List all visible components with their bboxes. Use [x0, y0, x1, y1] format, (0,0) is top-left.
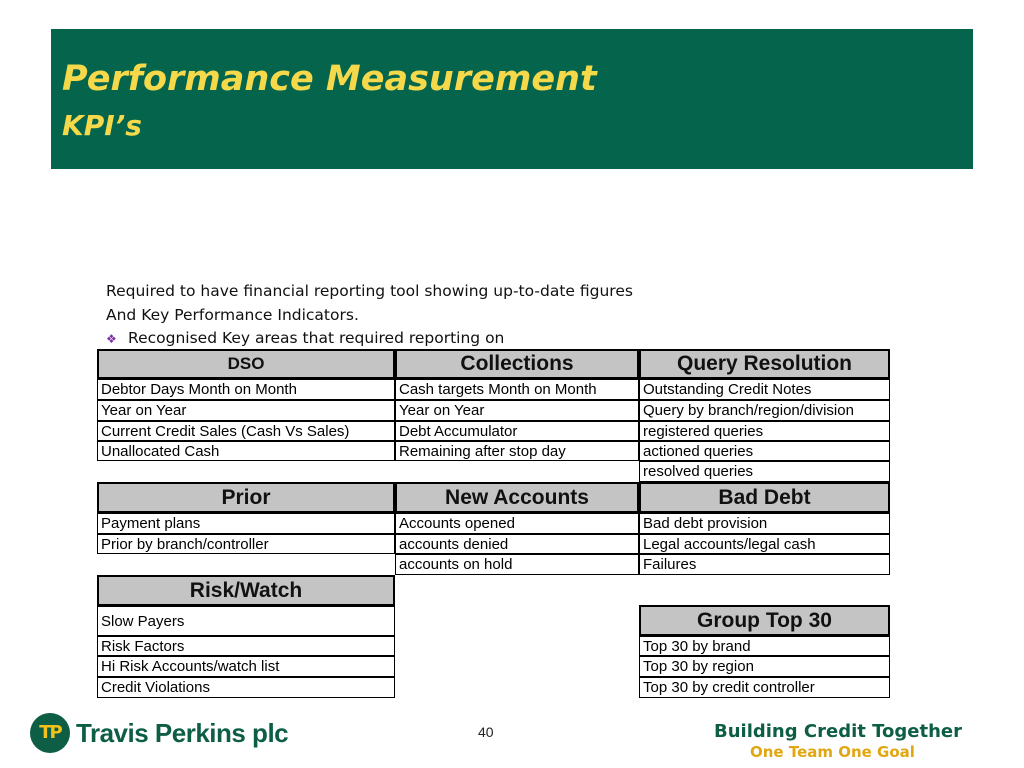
title-banner	[51, 29, 973, 169]
group-top-30-header: Group Top 30	[639, 605, 890, 636]
risk-watch-header: Risk/Watch	[97, 575, 395, 606]
dso-item: Unallocated Cash	[97, 441, 395, 461]
risk-watch-item: Hi Risk Accounts/watch list	[97, 656, 395, 677]
query-resolution-header: Query Resolution	[639, 349, 890, 379]
new-accounts-header: New Accounts	[395, 482, 639, 513]
collections-header: Collections	[395, 349, 639, 379]
intro-line-1: Required to have financial reporting tool showing up-to-date figures	[106, 282, 633, 300]
query-resolution-item: Query by branch/region/division	[639, 400, 890, 421]
bad-debt-item: Legal accounts/legal cash	[639, 534, 890, 554]
intro-bullet-text: Recognised Key areas that required reporting on	[128, 329, 505, 347]
intro-line-2: And Key Performance Indicators.	[106, 305, 359, 324]
query-resolution-item: resolved queries	[639, 461, 890, 482]
collections-item: Year on Year	[395, 400, 639, 421]
intro-bullet	[106, 328, 633, 352]
tagline-primary: Building Credit Together	[714, 721, 962, 742]
bad-debt-item: Failures	[639, 554, 890, 575]
tp-badge-icon: TP	[30, 713, 70, 753]
new-accounts-item: accounts on hold	[395, 554, 639, 575]
group-top-30-item: Top 30 by brand	[639, 636, 890, 656]
dso-item: Current Credit Sales (Cash Vs Sales)	[97, 421, 395, 441]
risk-watch-item: Slow Payers	[97, 606, 395, 636]
intro-text	[106, 281, 633, 352]
collections-item: Remaining after stop day	[395, 441, 639, 461]
logo-text: Travis Perkins plc	[76, 718, 289, 748]
prior-item: Payment plans	[97, 513, 395, 534]
dso-header: DSO	[97, 349, 395, 379]
bad-debt-header: Bad Debt	[639, 482, 890, 513]
group-top-30-item: Top 30 by credit controller	[639, 677, 890, 698]
prior-header: Prior	[97, 482, 395, 513]
prior-item: Prior by branch/controller	[97, 534, 395, 554]
dso-item: Debtor Days Month on Month	[97, 379, 395, 400]
new-accounts-item: Accounts opened	[395, 513, 639, 534]
query-resolution-item: Outstanding Credit Notes	[639, 379, 890, 400]
group-top-30-item: Top 30 by region	[639, 656, 890, 677]
page-subtitle: KPI’s	[62, 109, 142, 142]
risk-watch-item: Credit Violations	[97, 677, 395, 698]
dso-item: Year on Year	[97, 400, 395, 421]
page-title: Performance Measurement	[62, 59, 597, 99]
query-resolution-item: actioned queries	[639, 441, 890, 461]
collections-item: Debt Accumulator	[395, 421, 639, 441]
bad-debt-item: Bad debt provision	[639, 513, 890, 534]
risk-watch-item: Risk Factors	[97, 636, 395, 656]
collections-item: Cash targets Month on Month	[395, 379, 639, 400]
new-accounts-item: accounts denied	[395, 534, 639, 554]
query-resolution-item: registered queries	[639, 421, 890, 441]
diamond-bullet-icon: ❖	[106, 332, 117, 346]
page-number: 40	[478, 724, 494, 740]
tagline-secondary: One Team One Goal	[750, 743, 915, 761]
